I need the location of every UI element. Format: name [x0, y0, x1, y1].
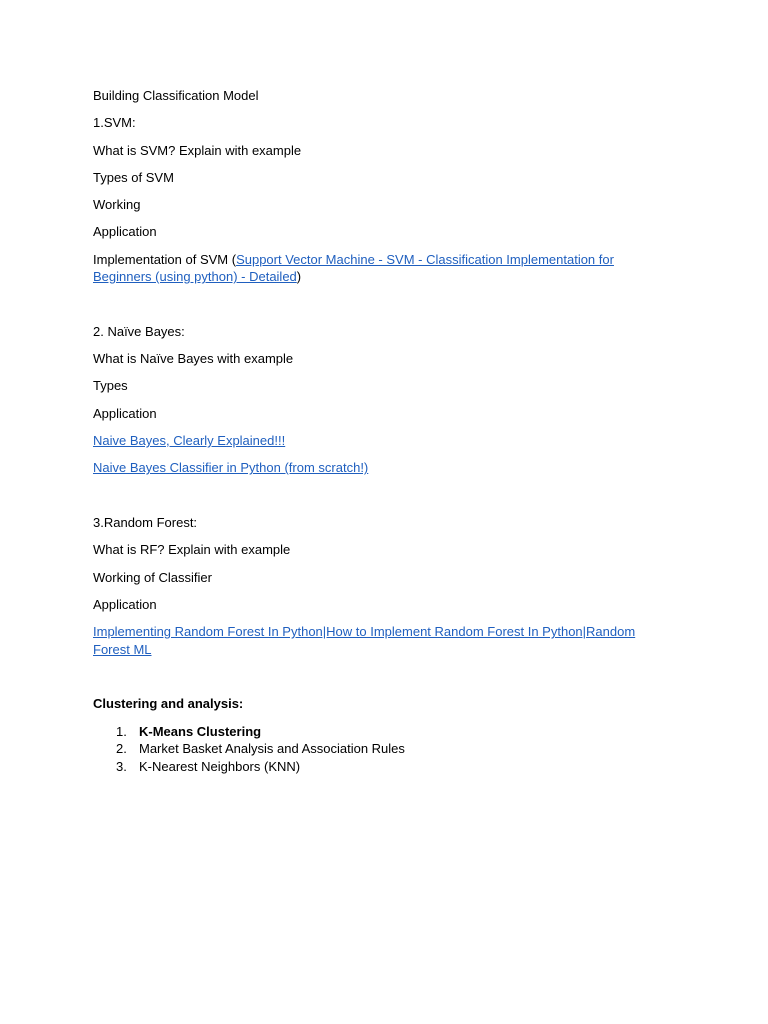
svm-item: Types of SVM: [93, 169, 174, 185]
random-forest-item: What is RF? Explain with example: [93, 542, 291, 558]
list-item: [93, 740, 653, 758]
naive-bayes-section-title: 2. Naïve Bayes:: [93, 323, 185, 339]
svm-implementation-paragraph: [93, 251, 653, 286]
svm-item: Application: [93, 224, 157, 240]
list-item-number: 3.: [116, 758, 127, 774]
svm-implementation-prefix: Implementation of SVM (: [93, 251, 237, 267]
list-item-text: Market Basket Analysis and Association Rules: [139, 741, 405, 757]
list-item: [93, 723, 653, 741]
blank-line: [93, 487, 653, 505]
list-item-number: 1.: [116, 723, 127, 739]
svm-item: Working: [93, 197, 141, 213]
document-body: [93, 87, 653, 775]
clustering-list: [93, 723, 653, 776]
list-item: [93, 758, 653, 776]
svm-item: What is SVM? Explain with example: [93, 142, 302, 158]
random-forest-link-text: Implementing Random Forest In Python|How to Implement Random Forest In Python|Random: [93, 624, 636, 640]
naive-bayes-item: Application: [93, 405, 157, 421]
random-forest-link-paragraph: [93, 623, 653, 658]
random-forest-tutorial-link[interactable]: [93, 624, 635, 657]
svm-tutorial-link-text: Beginners (using python) - Detailed: [93, 269, 297, 285]
naive-bayes-item: Types: [93, 378, 128, 394]
document-heading: Building Classification Model: [93, 88, 259, 103]
naive-bayes-link-paragraph: [93, 459, 653, 477]
list-item-number: 2.: [116, 741, 127, 757]
random-forest-link-text: Forest ML: [93, 641, 152, 657]
naive-bayes-link-paragraph: [93, 432, 653, 450]
naive-bayes-python-link[interactable]: Naive Bayes Classifier in Python (from scratch!): [93, 460, 369, 476]
list-item-text: K-Means Clustering: [139, 723, 262, 739]
clustering-section-title: Clustering and analysis:: [93, 696, 244, 712]
svm-section-title: 1.SVM:: [93, 115, 136, 131]
svm-implementation-suffix: ): [296, 269, 302, 285]
list-item-text: K-Nearest Neighbors (KNN): [139, 758, 301, 774]
random-forest-item: Application: [93, 596, 157, 612]
random-forest-item: Working of Classifier: [93, 569, 212, 585]
naive-bayes-item: What is Naïve Bayes with example: [93, 351, 294, 367]
naive-bayes-explained-link[interactable]: Naive Bayes, Clearly Explained!!!: [93, 433, 286, 449]
random-forest-section-title: 3.Random Forest:: [93, 514, 198, 530]
blank-line: [93, 296, 653, 314]
svm-tutorial-link-text: Support Vector Machine - SVM - Classification Implementation for: [236, 251, 614, 267]
blank-line: [93, 668, 653, 686]
